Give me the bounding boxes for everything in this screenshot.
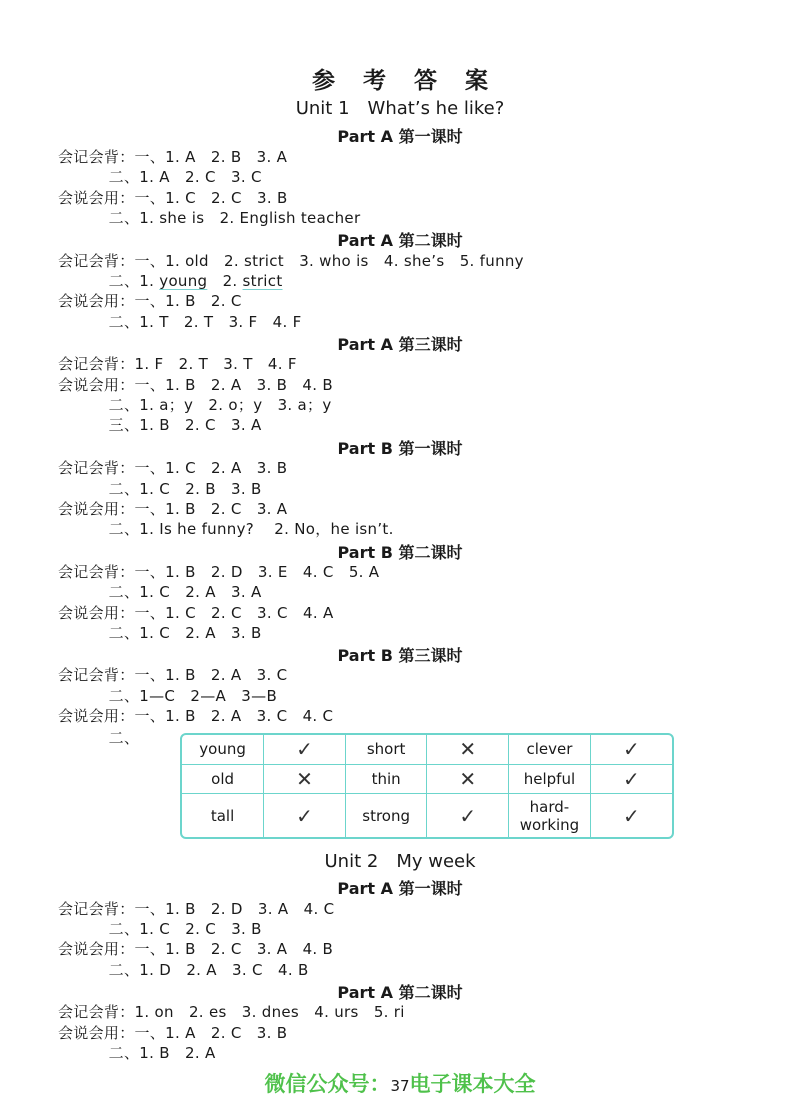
check-mark: ✓ xyxy=(590,794,672,837)
underlined-answer: young xyxy=(159,272,208,290)
answer-text: 二、1. xyxy=(58,272,160,290)
word-cell: hard-working xyxy=(509,794,591,837)
answer-line: 二、1. C 2. C 3. B xyxy=(58,920,262,938)
answer-line: 二、1. B 2. A xyxy=(58,1044,216,1062)
word-cell: thin xyxy=(345,764,427,794)
answer-line: 会说会用：一、1. B 2. C 3. A 4. B xyxy=(58,940,334,958)
part-heading: Part A 第二课时 xyxy=(337,983,463,1002)
answer-line: 会记会背：一、1. old 2. strict 3. who is 4. she’s 5. funny xyxy=(58,252,524,270)
watermark-text: 电子课本大全 xyxy=(409,1072,536,1096)
answer-line: 三、1. B 2. C 3. A xyxy=(58,416,262,434)
answer-line: 会说会用：一、1. B 2. A 3. B 4. B xyxy=(58,376,333,394)
answer-line: 二、1—C 2—A 3—B xyxy=(58,687,278,705)
table-row xyxy=(182,794,672,837)
part-heading: Part A 第三课时 xyxy=(337,335,463,354)
check-mark: ✓ xyxy=(264,794,346,837)
answer-line: 会说会用：一、1. B 2. C xyxy=(58,292,242,310)
answer-table xyxy=(180,733,674,839)
answer-line: 会记会背：1. F 2. T 3. T 4. F xyxy=(58,355,297,373)
unit-2-title xyxy=(0,851,800,872)
part-heading: Part B 第二课时 xyxy=(337,543,463,562)
answer-line: 会记会背：一、1. A 2. B 3. A xyxy=(58,148,288,166)
watermark-text: 微信公众号： xyxy=(264,1072,391,1096)
word-cell: old xyxy=(182,764,264,794)
answer-line: 会说会用：一、1. B 2. C 3. A xyxy=(58,500,288,518)
unit-name: What’s he like? xyxy=(367,98,505,119)
answer-line: 会记会背：一、1. B 2. D 3. E 4. C 5. A xyxy=(58,563,380,581)
answer-line xyxy=(58,270,283,291)
cross-mark: ✕ xyxy=(427,735,509,764)
answer-line: 会记会背：一、1. C 2. A 3. B xyxy=(58,459,288,477)
answer-line: 二、1. A 2. C 3. C xyxy=(58,168,262,186)
word-cell: helpful xyxy=(509,764,591,794)
answer-line: 会说会用：一、1. C 2. C 3. C 4. A xyxy=(58,604,334,622)
part-heading: Part B 第三课时 xyxy=(337,646,463,665)
check-mark: ✓ xyxy=(590,735,672,764)
page-title: 参 考 答 案 xyxy=(311,68,499,94)
check-mark: ✓ xyxy=(427,794,509,837)
answer-line: 二、1. a；y 2. o；y 3. a；y xyxy=(58,396,332,414)
table-row xyxy=(182,764,672,794)
check-mark: ✓ xyxy=(264,735,346,764)
answer-line: 会记会背：1. on 2. es 3. dnes 4. urs 5. ri xyxy=(58,1003,405,1021)
unit-number: Unit 2 xyxy=(324,851,379,872)
unit-number: Unit 1 xyxy=(295,98,350,119)
table-row xyxy=(182,735,672,764)
word-cell: young xyxy=(182,735,264,764)
part-heading: Part A 第一课时 xyxy=(337,879,463,898)
page-number: 37 xyxy=(390,1077,410,1095)
part-heading: Part A 第二课时 xyxy=(337,231,463,250)
part-heading: Part B 第一课时 xyxy=(337,439,463,458)
watermark-footer xyxy=(0,1068,800,1098)
word-cell: tall xyxy=(182,794,264,837)
answer-line: 二、1. T 2. T 3. F 4. F xyxy=(58,313,302,331)
cross-mark: ✕ xyxy=(264,764,346,794)
answer-line: 会记会背：一、1. B 2. D 3. A 4. C xyxy=(58,900,335,918)
answer-line: 二、1. C 2. A 3. B xyxy=(58,624,262,642)
word-cell: short xyxy=(345,735,427,764)
answer-line: 二、1. she is 2. English teacher xyxy=(58,209,361,227)
check-mark: ✓ xyxy=(590,764,672,794)
unit-1-title xyxy=(0,98,800,119)
answer-line: 二、1. C 2. B 3. B xyxy=(58,480,262,498)
answer-line: 二、1. D 2. A 3. C 4. B xyxy=(58,961,309,979)
unit-name: My week xyxy=(396,851,476,872)
answer-text: 2. xyxy=(207,272,243,290)
underlined-answer: strict xyxy=(242,272,283,290)
answer-line: 二、1. Is he funny? 2. No，he isn’t. xyxy=(58,520,394,538)
part-heading: Part A 第一课时 xyxy=(337,127,463,146)
answer-line: 会说会用：一、1. B 2. A 3. C 4. C xyxy=(58,707,334,725)
answer-line: 会说会用：一、1. C 2. C 3. B xyxy=(58,189,288,207)
answer-line: 会说会用：一、1. A 2. C 3. B xyxy=(58,1024,288,1042)
word-cell: clever xyxy=(509,735,591,764)
answer-line: 二、1. C 2. A 3. A xyxy=(58,583,262,601)
cross-mark: ✕ xyxy=(427,764,509,794)
answer-line: 二、 xyxy=(58,729,140,747)
word-cell: strong xyxy=(345,794,427,837)
answer-line: 会记会背：一、1. B 2. A 3. C xyxy=(58,666,288,684)
